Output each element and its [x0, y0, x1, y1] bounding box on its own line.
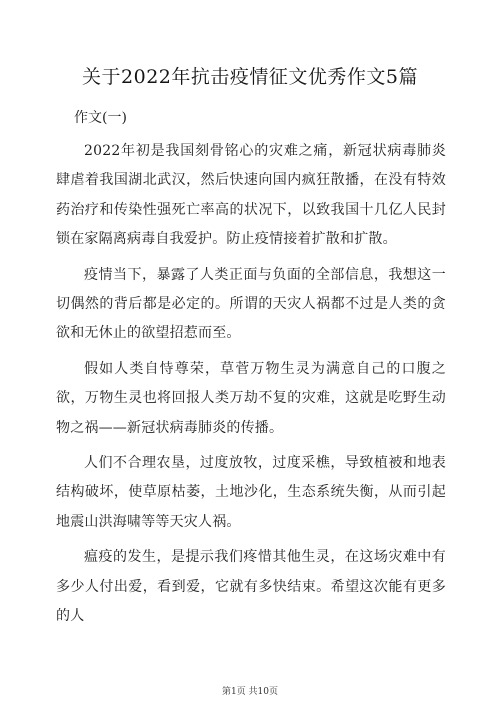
paragraph: 疫情当下，暴露了人类正面与负面的全部信息，我想这一切偶然的背后都是必定的。所谓的天灾人祸都不过是人类的贪欲和无休止的欲望招惹而至。 [56, 266, 446, 342]
paragraph: 假如人类自恃尊荣，草菅万物生灵为满意自己的口腹之欲，万物生灵也将回报人类万劫不复的灾难，这就是吃野生动物之祸——新冠状病毒肺炎的传播。 [56, 360, 446, 436]
paragraph: 瘟疫的发生，是提示我们疼惜其他生灵，在这场灾难中有多少人付出爱，看到爱，它就有多快结束。希望这次能有更多的人 [56, 549, 446, 625]
paragraph: 人们不合理农垦，过度放牧，过度采樵，导致植被和地表结构破坏，使草原枯萎，土地沙化，生态系统失衡，从而引起地震山洪海啸等等天灾人祸。 [56, 455, 446, 530]
document-title: 关于2022年抗击疫情征文优秀作文5篇 [82, 66, 418, 88]
page-footer: 第1页 共10页 [221, 687, 279, 697]
section-label: 作文(一) [74, 110, 127, 126]
document-body [56, 137, 446, 638]
paragraph: 2022年初是我国刻骨铭心的灾难之痛，新冠状病毒肺炎肆虐着我国湖北武汉，然后快速向国内疯狂散播，在没有特效药治疗和传染性强死亡率高的状况下，以致我国十几亿人民封锁在家隔离病毒自我爱护。防止疫情接着扩散和扩散。 [56, 143, 446, 248]
